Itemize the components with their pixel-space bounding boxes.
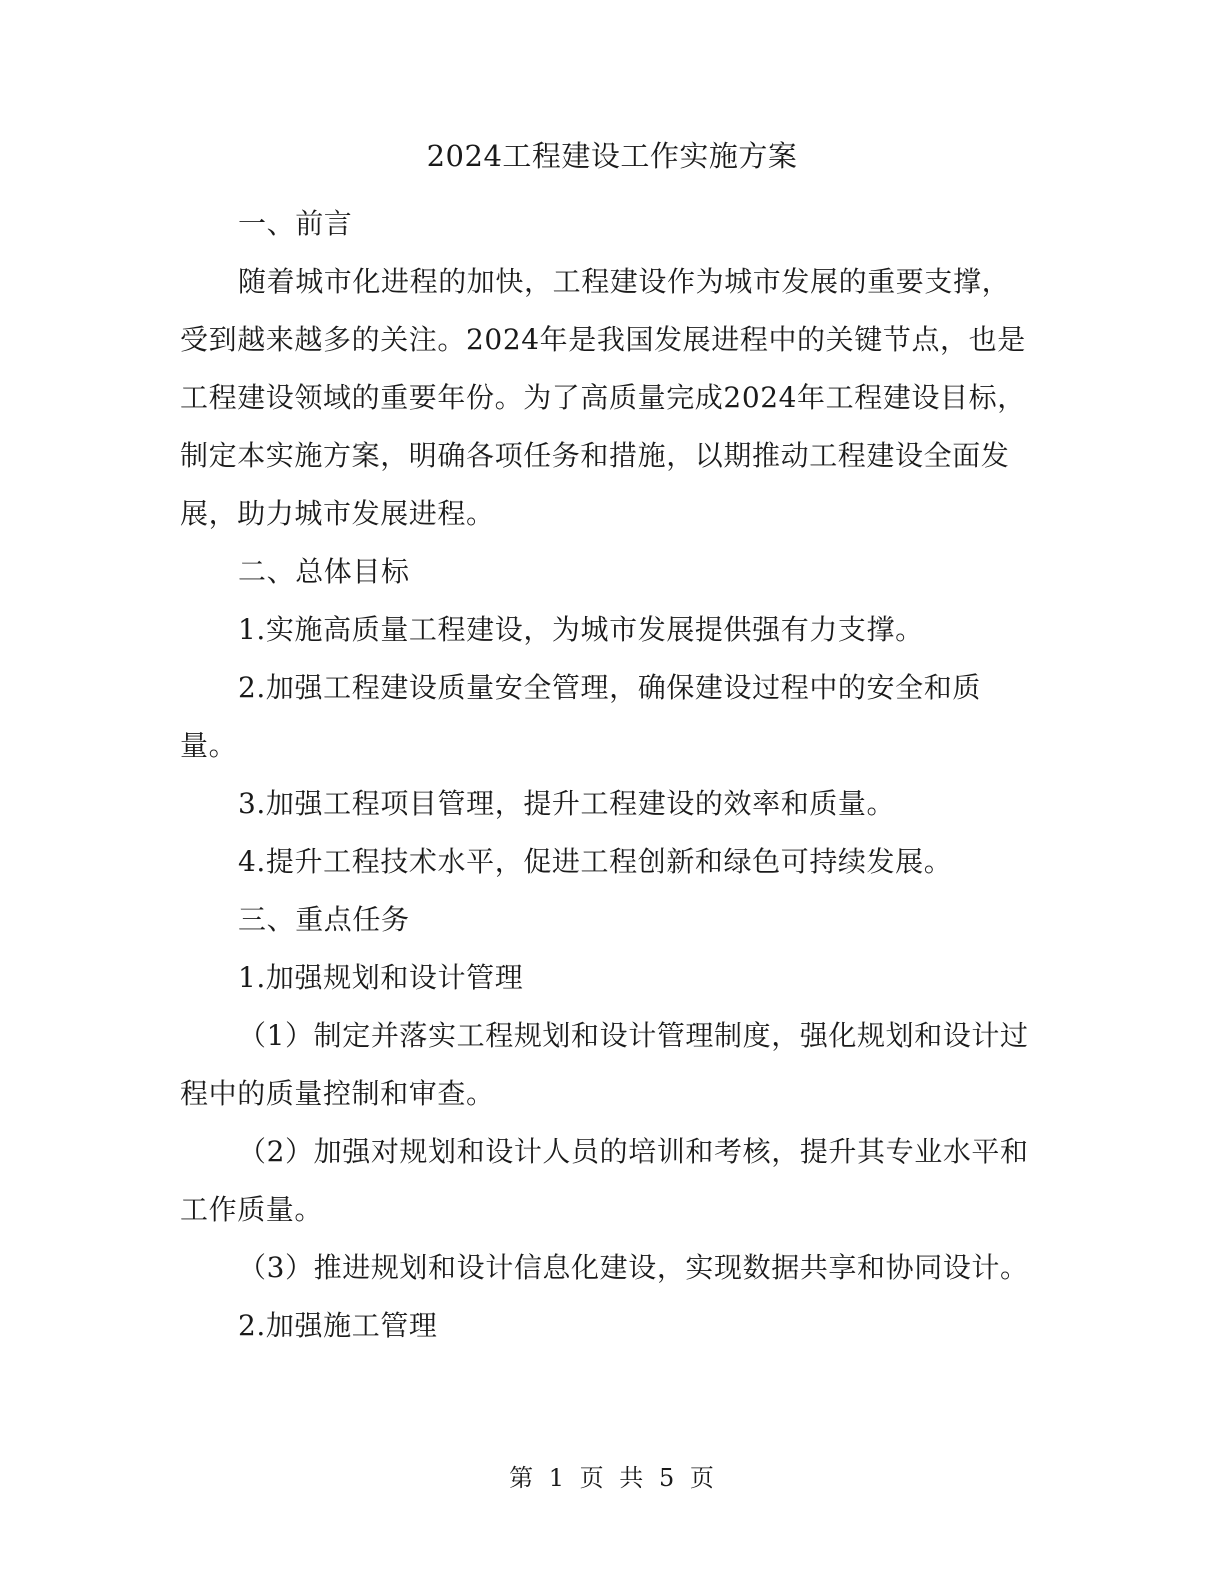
section-heading-tasks: 三、重点任务: [238, 903, 410, 936]
paragraph-preface: 随着城市化进程的加快，工程建设作为城市发展的重要支撑，受到越来越多的关注。2024年是我国发展进程中的关键节点，也是工程建设领域的重要年份。为了高质量完成2024年工程建设目标，制定本实施方案，明确各项任务和措施，以期推动工程建设全面发展，助力城市发展进程。: [180, 265, 1026, 530]
goal-item-1: 1.实施高质量工程建设，为城市发展提供强有力支撑。: [238, 613, 924, 646]
goal-item-2: 2.加强工程建设质量安全管理，确保建设过程中的安全和质量。: [180, 671, 981, 762]
task-subitem-2: （2）加强对规划和设计人员的培训和考核，提升其专业水平和工作质量。: [180, 1135, 1029, 1226]
document-body: [180, 195, 1030, 1355]
page-footer: 第 1 页 共 5 页: [509, 1464, 715, 1492]
document-title: 2024工程建设工作实施方案: [426, 139, 798, 173]
goal-item-4: 4.提升工程技术水平，促进工程创新和绿色可持续发展。: [238, 845, 953, 878]
section-heading-goals: 二、总体目标: [238, 555, 410, 588]
goal-item-3: 3.加强工程项目管理，提升工程建设的效率和质量。: [238, 787, 896, 820]
task-heading-1: 1.加强规划和设计管理: [238, 961, 524, 994]
section-heading-preface: 一、前言: [238, 207, 353, 240]
task-heading-2: 2.加强施工管理: [238, 1309, 438, 1342]
task-subitem-1: （1）制定并落实工程规划和设计管理制度，强化规划和设计过程中的质量控制和审查。: [180, 1019, 1029, 1110]
task-subitem-3: （3）推进规划和设计信息化建设，实现数据共享和协同设计。: [238, 1251, 1029, 1284]
